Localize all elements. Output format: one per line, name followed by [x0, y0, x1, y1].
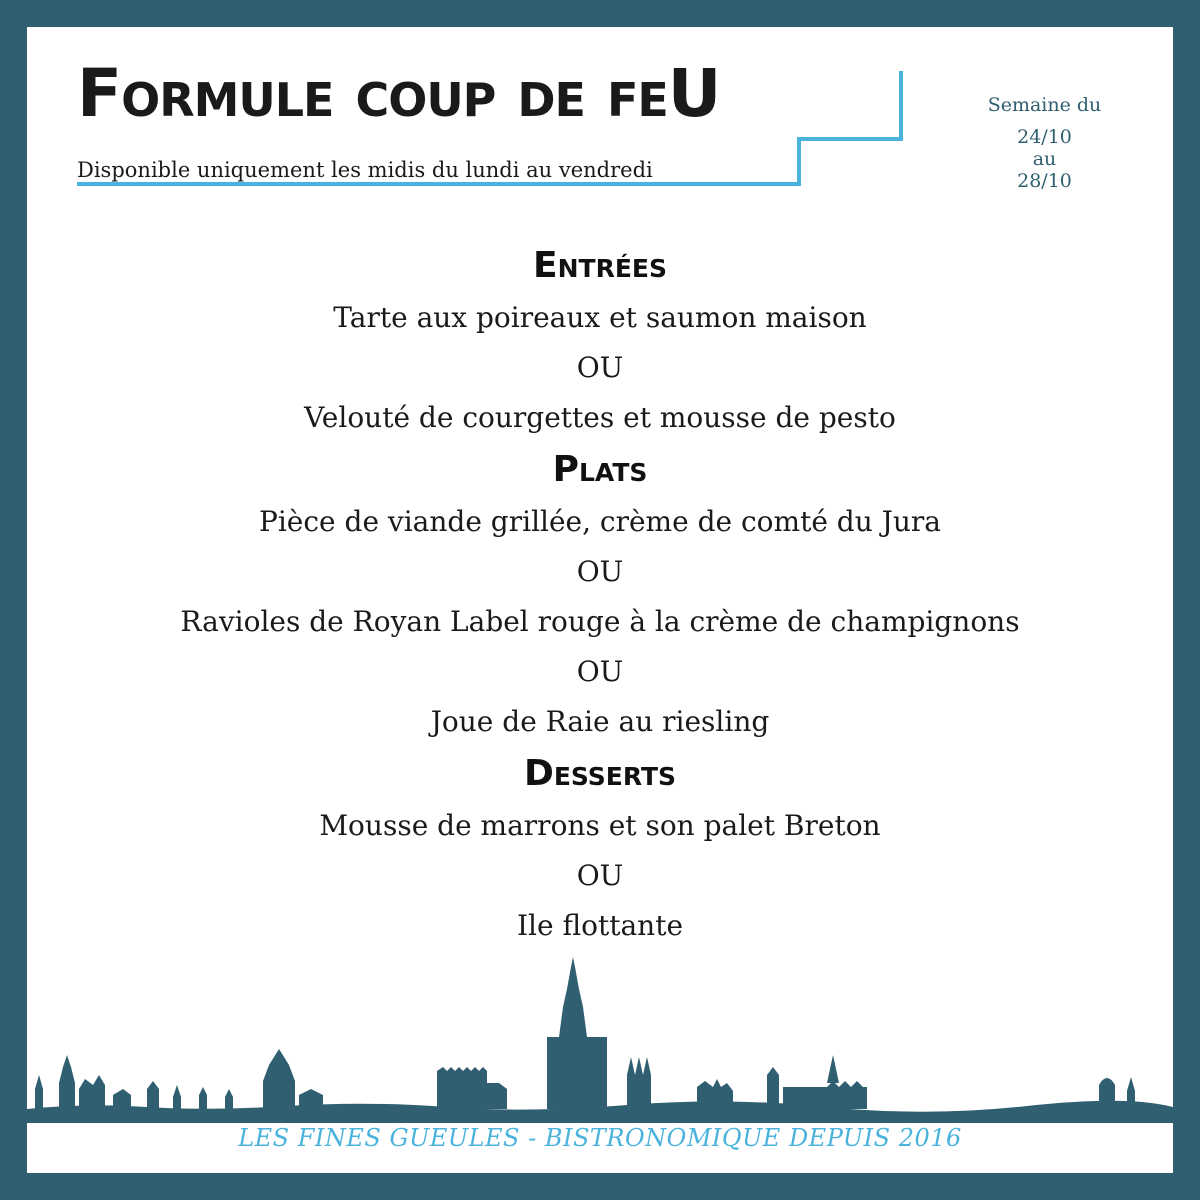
dish-plat-1: Pièce de viande grillée, crème de comté du Jura [259, 505, 941, 538]
week-info [977, 95, 1112, 192]
dish-plat-3: Joue de Raie au riesling [430, 705, 770, 738]
section-title-plats: Plats [552, 449, 648, 490]
dish-plat-2: Ravioles de Royan Label rouge à la crème de champignons [180, 605, 1020, 638]
or-separator: OU [576, 859, 624, 892]
dish-dessert-2: Ile flottante [516, 909, 684, 942]
menu-subtitle: Disponible uniquement les midis du lundi au vendredi [77, 158, 653, 182]
section-title-entrees: Entrées [533, 245, 667, 286]
week-start-date: 24/10 [1017, 125, 1072, 148]
dish-entree-1: Tarte aux poireaux et saumon maison [333, 301, 867, 334]
menu-title: Formule coup de feU [77, 55, 721, 132]
week-connector: au [1032, 147, 1057, 170]
city-skyline-illustration [27, 957, 1173, 1127]
menu-card [27, 27, 1173, 1173]
or-separator: OU [576, 655, 624, 688]
or-separator: OU [576, 351, 624, 384]
or-separator: OU [576, 555, 624, 588]
dish-dessert-1: Mousse de marrons et son palet Breton [319, 809, 881, 842]
week-label: Semaine du [987, 94, 1102, 116]
week-end-date: 28/10 [1017, 169, 1072, 192]
dish-entree-2: Velouté de courgettes et mousse de pesto [304, 401, 896, 434]
menu-list [27, 239, 1173, 951]
section-title-desserts: Desserts [523, 753, 677, 794]
restaurant-tagline: LES FINES GUEULES - BISTRONOMIQUE DEPUIS 2016 [238, 1124, 962, 1152]
